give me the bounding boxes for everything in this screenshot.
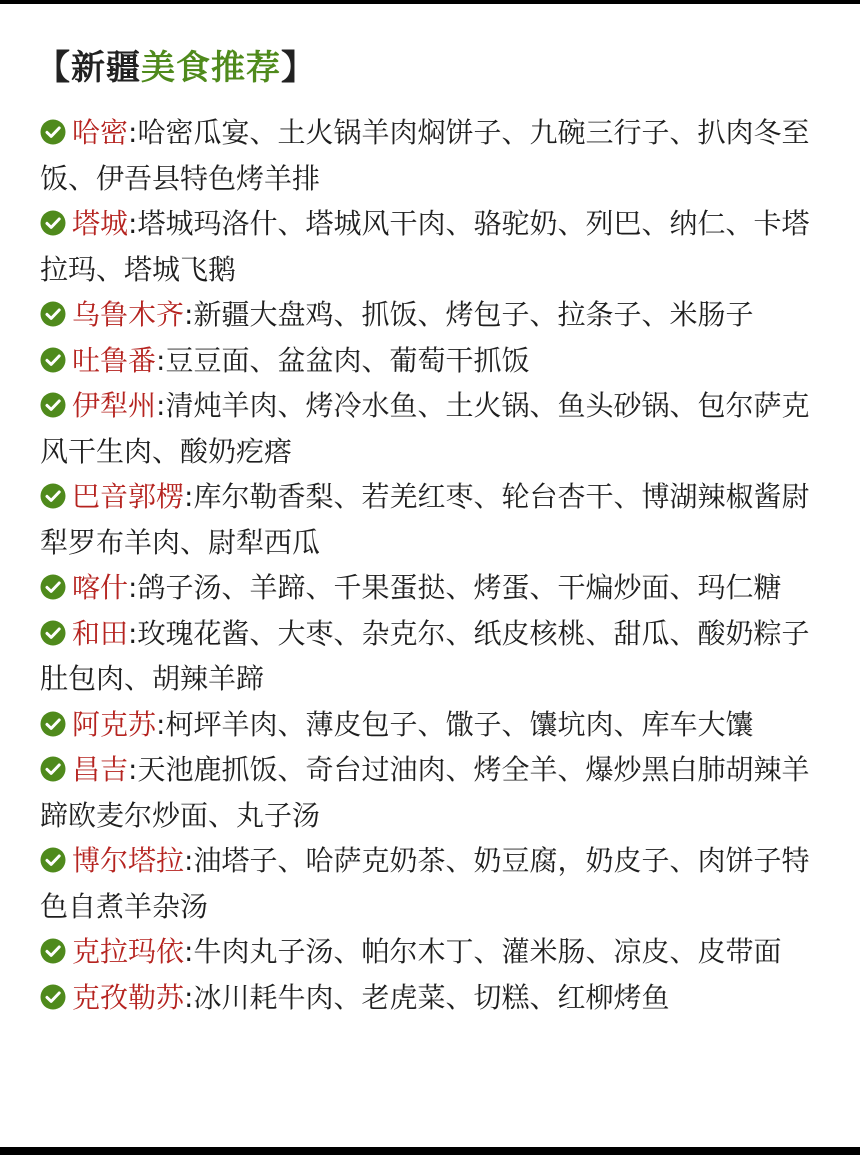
- title-highlight: 美食推荐: [141, 48, 281, 88]
- list-item: [40, 474, 830, 565]
- food-items: 清炖羊肉、烤冷水鱼、土火锅、鱼头砂锅、包尔萨克风干生肉、酸奶疙瘩: [40, 389, 810, 468]
- city-name: 克拉玛依: [72, 935, 185, 968]
- check-circle-icon: [40, 574, 66, 600]
- city-name: 阿克苏: [72, 707, 157, 741]
- city-name: 克孜勒苏: [72, 980, 185, 1014]
- food-items: 牛肉丸子汤、帕尔木丁、灌米肠、凉皮、皮带面: [193, 935, 782, 968]
- separator: :: [184, 935, 194, 968]
- food-items: 库尔勒香梨、若羌红枣、轮台杏干、博湖辣椒酱尉犁罗布羊肉、尉犁西瓜: [40, 480, 810, 559]
- food-list: [40, 110, 830, 1020]
- list-item: [40, 747, 830, 838]
- separator: :: [184, 480, 194, 513]
- check-circle-icon: [40, 301, 66, 327]
- city-name: 昌吉: [72, 753, 129, 786]
- title-bracket-open: 【: [36, 48, 71, 88]
- food-items: 冰川耗牛肉、老虎菜、切糕、红柳烤鱼: [193, 980, 670, 1014]
- city-name: 伊犁州: [72, 389, 157, 422]
- check-circle-icon: [40, 756, 66, 782]
- list-item: [40, 565, 830, 611]
- separator: :: [128, 116, 138, 149]
- check-circle-icon: [40, 392, 66, 418]
- check-circle-icon: [40, 210, 66, 236]
- list-item: [40, 110, 830, 201]
- separator: :: [128, 571, 138, 604]
- city-name: 乌鲁木齐: [72, 298, 185, 331]
- food-items: 鸽子汤、羊蹄、千果蛋挞、烤蛋、干煸炒面、玛仁糖: [137, 571, 782, 604]
- list-item: [40, 611, 830, 702]
- separator: :: [184, 844, 194, 877]
- title-bracket-close: 】: [281, 48, 316, 88]
- food-items: 天池鹿抓饭、奇台过油肉、烤全羊、爆炒黑白肺胡辣羊蹄欧麦尔炒面、丸子汤: [40, 753, 810, 832]
- separator: :: [128, 616, 138, 650]
- food-items: 柯坪羊肉、薄皮包子、馓子、馕坑肉、库车大馕: [165, 707, 754, 741]
- check-circle-icon: [40, 984, 66, 1010]
- list-item: [40, 975, 830, 1021]
- separator: :: [156, 343, 166, 377]
- food-items: 玫瑰花酱、大枣、杂克尔、纸皮核桃、甜瓜、酸奶粽子肚包肉、胡辣羊蹄: [40, 616, 810, 695]
- list-item: [40, 201, 830, 292]
- city-name: 塔城: [72, 207, 129, 240]
- list-item: [40, 702, 830, 748]
- city-name: 巴音郭楞: [72, 480, 185, 513]
- list-item: [40, 292, 830, 338]
- city-name: 吐鲁番: [72, 343, 157, 377]
- list-item: [40, 383, 830, 474]
- document-page: [0, 4, 860, 1147]
- check-circle-icon: [40, 620, 66, 646]
- food-items: 新疆大盘鸡、抓饭、烤包子、拉条子、米肠子: [193, 298, 754, 331]
- check-circle-icon: [40, 711, 66, 737]
- food-items: 豆豆面、盆盆肉、葡萄干抓饭: [165, 343, 530, 377]
- separator: :: [184, 298, 194, 331]
- city-name: 博尔塔拉: [72, 844, 185, 877]
- city-name: 和田: [72, 616, 129, 650]
- city-name: 喀什: [72, 571, 129, 604]
- list-item: [40, 929, 830, 975]
- page-title: [36, 44, 316, 92]
- separator: :: [128, 753, 138, 786]
- separator: :: [184, 980, 194, 1014]
- separator: :: [128, 207, 138, 240]
- check-circle-icon: [40, 347, 66, 373]
- separator: :: [156, 707, 166, 741]
- check-circle-icon: [40, 483, 66, 509]
- title-region: 新疆: [71, 48, 141, 88]
- check-circle-icon: [40, 847, 66, 873]
- food-items: 哈密瓜宴、土火锅羊肉焖饼子、九碗三行子、扒肉冬至饭、伊吾县特色烤羊排: [40, 116, 810, 195]
- separator: :: [156, 389, 166, 422]
- check-circle-icon: [40, 119, 66, 145]
- list-item: [40, 838, 830, 929]
- list-item: [40, 338, 830, 384]
- food-items: 油塔子、哈萨克奶茶、奶豆腐，奶皮子、肉饼子特色自煮羊杂汤: [40, 844, 810, 923]
- food-items: 塔城玛洛什、塔城风干肉、骆驼奶、列巴、纳仁、卡塔拉玛、塔城飞鹅: [40, 207, 810, 286]
- city-name: 哈密: [72, 116, 129, 149]
- check-circle-icon: [40, 938, 66, 964]
